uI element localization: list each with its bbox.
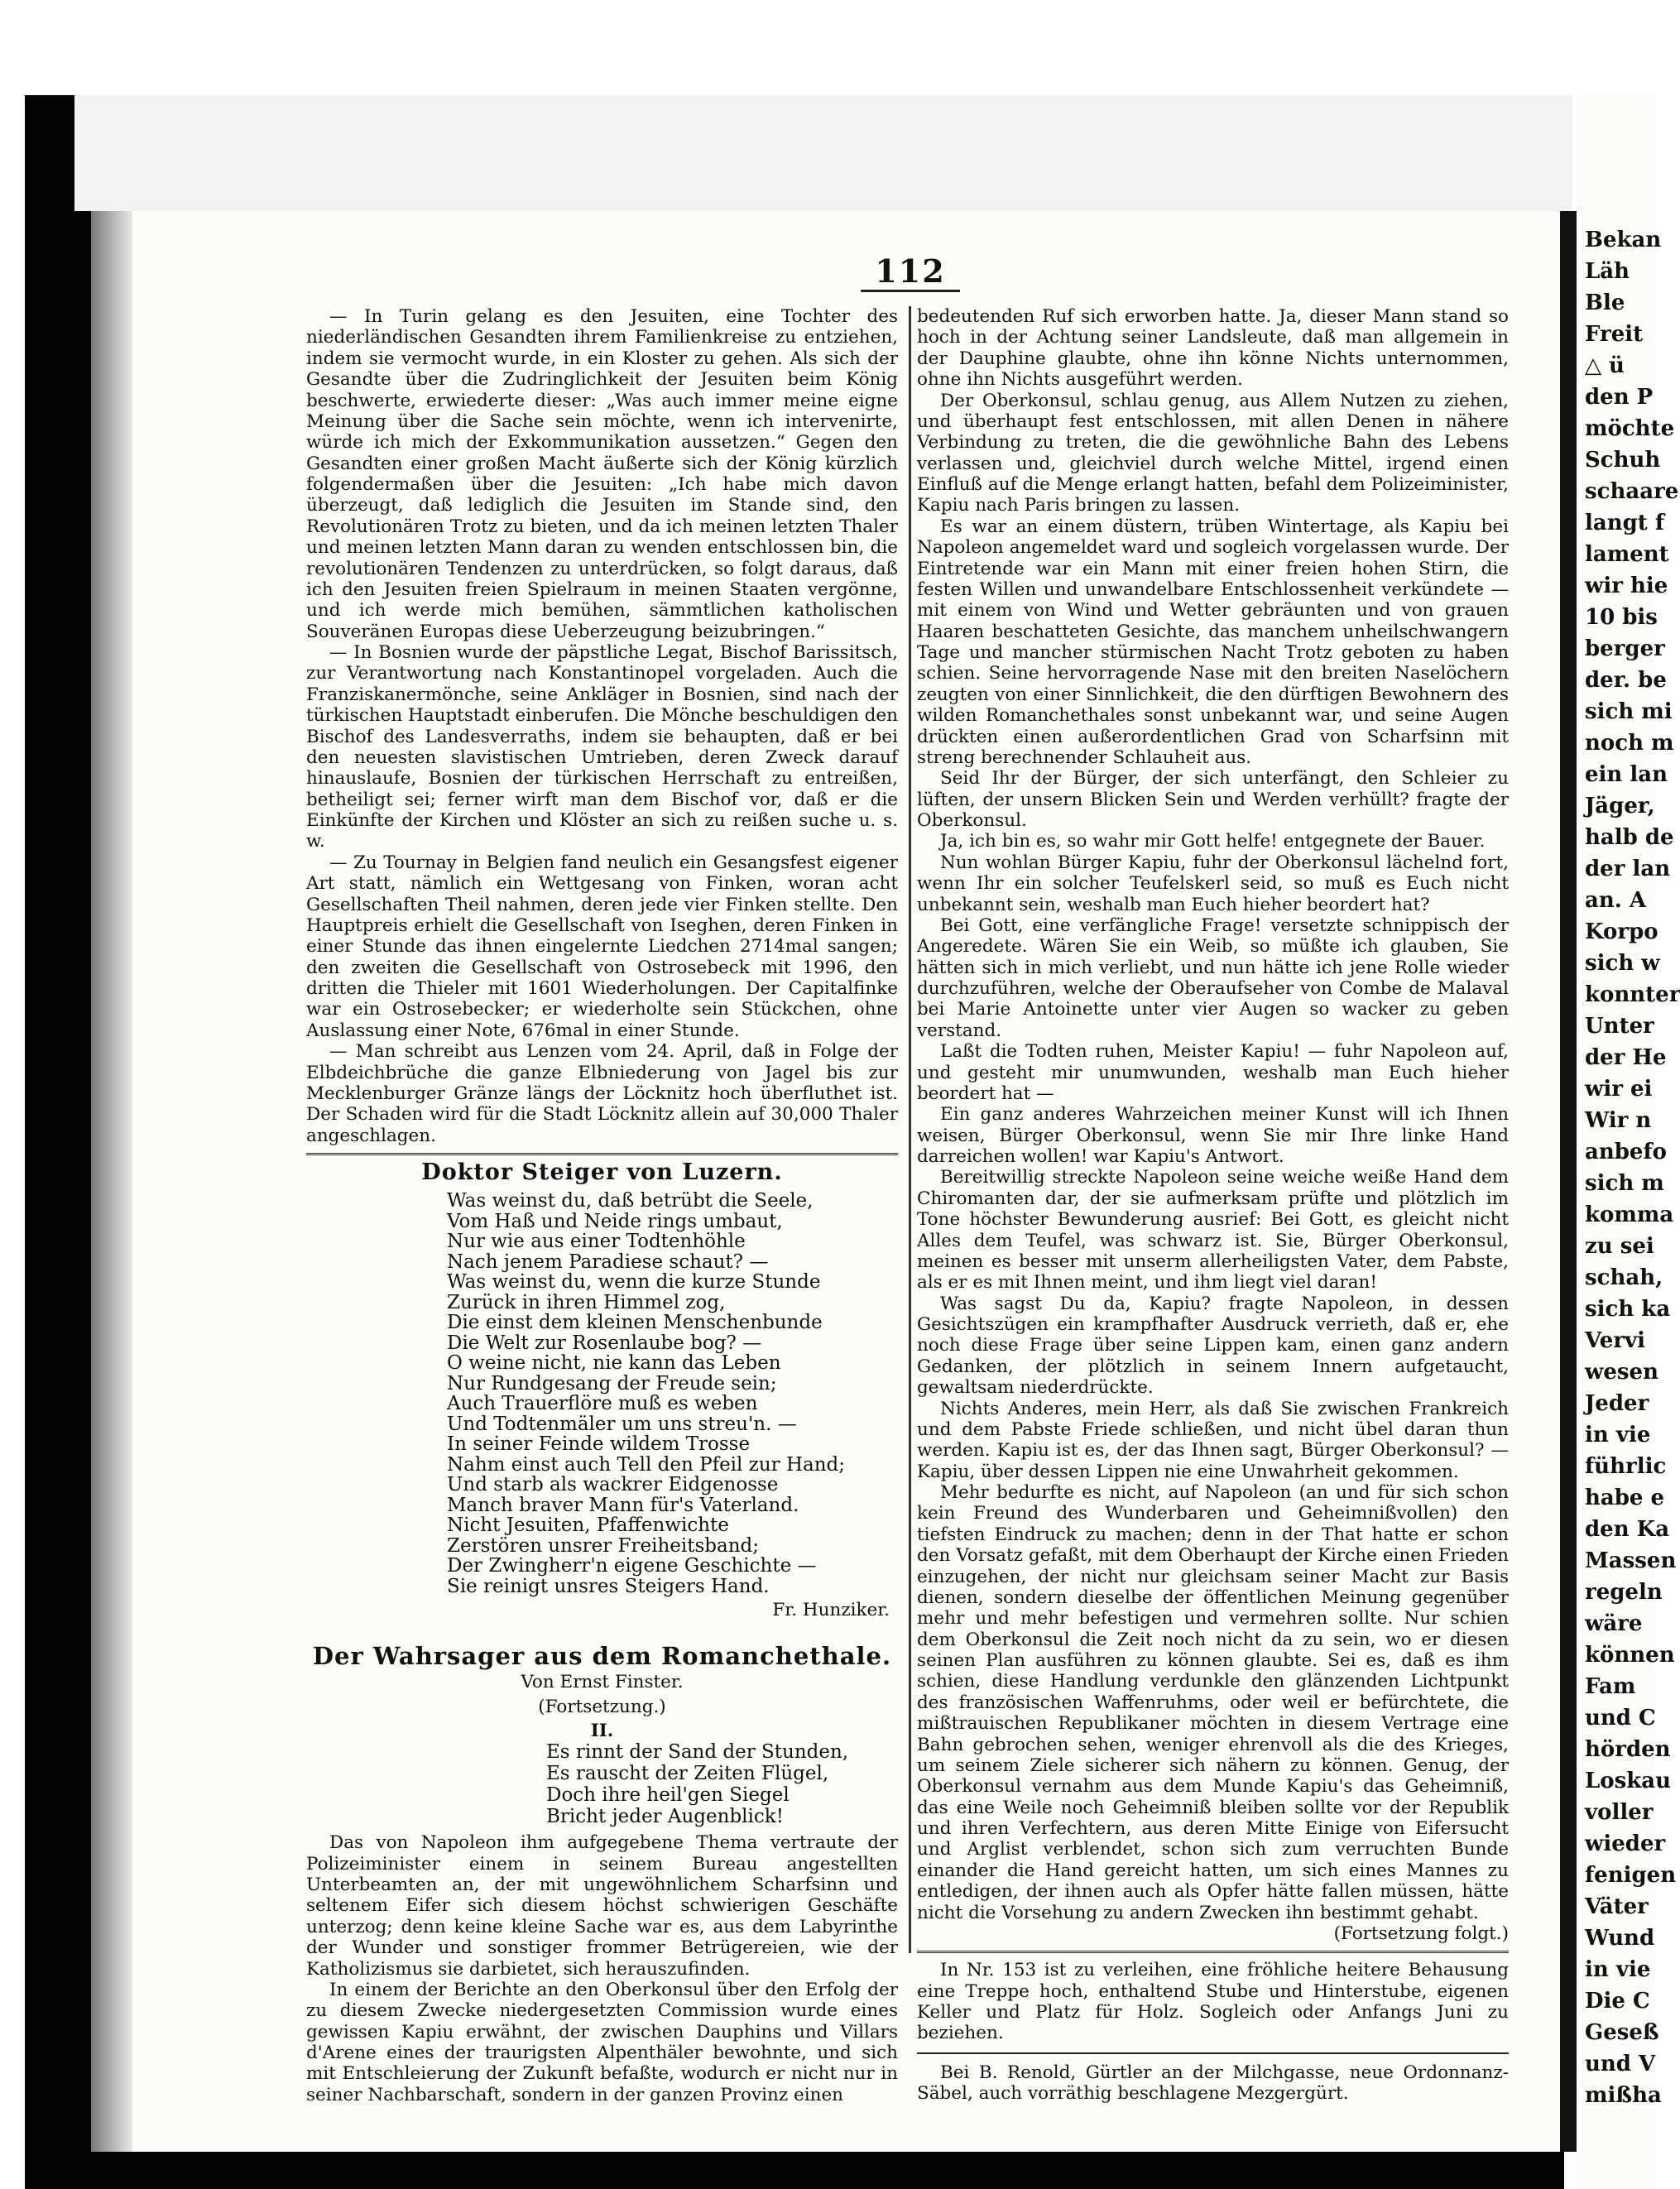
adjacent-page-fragment: lament: [1585, 542, 1669, 567]
adjacent-page-fragment: Wund: [1585, 1926, 1655, 1951]
poem-line: Manch braver Mann für's Vaterland.: [447, 1494, 799, 1516]
news-item: — In Turin gelang es den Jesuiten, eine Tochter des niederländischen Gesandten ihrem Familienkreise zu entziehen, indem sie vermocht wurde, in ein Kloster zu gehen. Als sich der Gesandte über die Zudringlichkeit der Jesuiten beim König beschwerte, erwiederte dieser: „Was auch immer meine eigne Meinung über die Sache sein möchte, wenn ich intervenirte, würde ich mich der Exkommunikation aussetzen.“ Gegen den Gesandten einer großen Macht äußerte sich der König kürzlich folgendermaßen über die Jesuiten: „Ich habe mich davon überzeugt, daß lediglich die Jesuiten im Stande sind, den Revolutionären Trotz zu bieten, und da ich meinen letzten Thaler und meinen letzten Mann daran zu wenden entschlossen bin, die revolutionären Tendenzen zu unterdrücken, so folgt daraus, daß ich den Jesuiten freien Spielraum in meinen Staaten vergönne, und ich werde mich bemühen, sämmtlichen katholischen Souveränen Europas diese Ueberzeugung beizubringen.“: [306, 306, 898, 642]
adjacent-page-fragment: Ble: [1585, 290, 1625, 315]
poem-line: Zurück in ihren Himmel zog,: [447, 1291, 726, 1313]
story-paragraph: Was sagst Du da, Kapiu? fragte Napoleon, in dessen Gesichtszügen ein krampfhafter Ausdruck verrieth, daß er, ehe noch diese Frage über seine Lippen kam, einen ganz andern Gedanken, der plötzlich in seinem Innern aufgetaucht, gewaltsam niederdrückte.: [917, 1293, 1509, 1399]
poem-line: Auch Trauerflöre muß es weben: [447, 1393, 758, 1415]
adjacent-page-fragment: Massen: [1585, 1548, 1677, 1573]
story-continued-note: (Fortsetzung folgt.): [1333, 1923, 1509, 1944]
adjacent-page-fragment: noch m: [1585, 731, 1674, 756]
adjacent-page-fragment: und V: [1585, 2052, 1656, 2076]
adjacent-page-fragment: Fam: [1585, 1674, 1636, 1699]
adjacent-page-fragment: den Ka: [1585, 1517, 1670, 1542]
poem-line: Sie reinigt unsres Steigers Hand.: [447, 1575, 770, 1597]
adjacent-page-fragment: sich mi: [1585, 699, 1673, 724]
adjacent-page-fragment: ein lan: [1585, 762, 1668, 787]
story-title: Der Wahrsager aus dem Romanchethale.: [312, 1641, 892, 1670]
adjacent-page-fragment: in vie: [1585, 1957, 1651, 1982]
story-paragraph: Ja, ich bin es, so wahr mir Gott helfe! entgegnete der Bauer.: [940, 831, 1486, 852]
story-paragraph: Nichts Anderes, mein Herr, als daß Sie zwischen Frankreich und dem Pabste Friede schließen, und nicht übel daran thun werden. Kapiu ist es, der das Ihnen sagt, Bürger Oberkonsul? — Kapiu, über dessen Lippen nie eine Unwahrheit gekommen.: [917, 1398, 1509, 1482]
left-column: [306, 306, 898, 2105]
poem-line: Und Todtenmäler um uns streu'n. —: [447, 1413, 797, 1435]
section-rule: [917, 1951, 1509, 1953]
poem-line: Nach jenem Paradiese schaut? —: [447, 1251, 769, 1273]
adjacent-page-fragment: regeln: [1585, 1580, 1663, 1605]
adjacent-page-fragment: Loskau: [1585, 1769, 1672, 1793]
adjacent-page-fragment: halb de: [1585, 825, 1674, 850]
advertisement: In Nr. 153 ist zu verleihen, eine fröhliche heitere Behausung eine Treppe hoch, enthaltend Stube und Hinterstube, eigenen Keller und Platz für Holz. Sogleich oder Anfangs Juni zu beziehen.: [917, 1960, 1509, 2044]
story-paragraph: Das von Napoleon ihm aufgegebene Thema vertraute der Polizeiminister einem in seinem Bureau angestellten Unterbeamten an, der mit ungewöhnlichem Scharfsinn und seltenem Eifer sich diesem höchst schwierigen Geschäfte unterzog; denn keine kleine Sache war es, aus dem Labyrinthe der Wunder und sonstiger frommer Betrügereien, wie der Katholizismus sie darbietet, sich herauszufinden.: [306, 1832, 898, 1980]
adjacent-page-fragment: hörden: [1585, 1737, 1671, 1762]
adjacent-page-fragment: der. be: [1585, 668, 1667, 693]
adjacent-page-fragment: schaare: [1585, 479, 1679, 504]
adjacent-page-fragment: Läh: [1585, 259, 1630, 284]
poem-line: Vom Haß und Neide rings umbaut,: [447, 1210, 783, 1232]
story-motto: [546, 1741, 898, 1827]
adjacent-page-fragment: Jäger,: [1585, 794, 1655, 818]
poem-line: Nur Rundgesang der Freude sein;: [447, 1372, 777, 1395]
adjacent-page-fragment: voller: [1585, 1800, 1654, 1825]
adjacent-page-fragment: der lan: [1585, 857, 1671, 881]
adjacent-page-fragment: fenigen: [1585, 1863, 1677, 1888]
adjacent-page-fragment: wäre: [1585, 1611, 1643, 1636]
story-paragraph: bedeutenden Ruf sich erworben hatte. Ja, dieser Mann stand so hoch in der Achtung seiner Landsleute, daß man allgemein in der Dauphine glaubte, ohne ihn könne Nichts unternommen, ohne ihn Nichts ausgeführt werden.: [917, 306, 1509, 391]
story-paragraph: Es war an einem düstern, trüben Wintertage, als Kapiu bei Napoleon angemeldet ward und sogleich vorgelassen wurde. Der Eintretende war ein Mann mit einer freien hohen Stirn, die festen Willen und unwandelbare Entschlossenheit verkündete — mit einem von Wind und Wetter gebräunten und von grauen Haaren beschatteten Gesichte, das manchem unheilschwangern Tage und mancher stürmischen Nacht Trotz geboten zu haben schien. Seine hervorragende Nase mit den breiten Naselöchern zeugten von einer Sinnlichkeit, die den dürftigen Bewohnern des wilden Romanchethales sonst unbekannt war, und seine Augen drückten einen außerordentlichen Grad von Scharfsinn mit streng berechnender Schlauheit aus.: [917, 516, 1509, 768]
adjacent-page-fragment: können: [1585, 1643, 1675, 1668]
adjacent-page-fragment: der He: [1585, 1045, 1667, 1070]
chapter-numeral: II.: [590, 1720, 614, 1741]
motto-line: Es rauscht der Zeiten Flügel,: [546, 1763, 829, 1785]
poem-line: In seiner Feinde wildem Trosse: [447, 1433, 751, 1456]
poem-line: Und starb als wackrer Eidgenosse: [447, 1474, 779, 1496]
poem-line: Die einst dem kleinen Menschenbunde: [447, 1312, 823, 1334]
adjacent-page-fragment: Väter: [1585, 1894, 1649, 1919]
story-author: Von Ernst Finster.: [521, 1672, 684, 1693]
adjacent-page-fragment: Freit: [1585, 322, 1644, 347]
adjacent-page-fragment: und C: [1585, 1706, 1656, 1731]
adjacent-page-fragment: sich m: [1585, 1171, 1664, 1196]
adjacent-page-fragment: berger: [1585, 636, 1665, 661]
poem-line: Nicht Jesuiten, Pfaffenwichte: [447, 1515, 729, 1537]
story-paragraph: Der Oberkonsul, schlau genug, aus Allem Nutzen zu ziehen, und überhaupt fest entschlossen, mit allen Denen in nähere Verbindung zu treten, die die gewöhnliche Bahn des Lebens verlassen und, gleichviel durch welche Mittel, irgend einen Einfluß auf die Menge erlangt hatten, befahl dem Polizeiminister, Kapiu nach Paris bringen zu lassen.: [917, 390, 1509, 516]
news-item: — In Bosnien wurde der päpstliche Legat, Bischof Barissitsch, zur Verantwortung nach Konstantinopel vorgeladen. Auch die Franziskanermönche, seine Ankläger in Bosnien, sind nach der türkischen Hauptstadt einberufen. Die Mönche beschuldigen den Bischof des Landesverraths, indem sie behaupten, daß er bei den neuesten slavistischen Umtrieben, deren Zweck darauf hinauslaufe, Bosnien der türkischen Herrschaft zu entreißen, betheiligt sei; ferner wirft man dem Bischof vor, daß er die Einkünfte der Kirchen und Klöster an sich zu reißen suche u. s. w.: [306, 642, 898, 852]
adjacent-page-fragment: wesen: [1585, 1360, 1659, 1385]
adjacent-page-fragment: 10 bis: [1585, 605, 1658, 630]
poem-line: Die Welt zur Rosenlaube bog? —: [447, 1332, 762, 1354]
adjacent-page-fragment: schah,: [1585, 1265, 1663, 1290]
adjacent-page-fragment: mißha: [1585, 2083, 1662, 2108]
poem-line: Was weinst du, daß betrübt die Seele,: [447, 1190, 814, 1212]
adjacent-page-fragment: △ ü: [1585, 353, 1625, 378]
story-paragraph: Seid Ihr der Bürger, der sich unterfängt, den Schleier zu lüften, der unsern Blicken Sein und Werden verhüllt? fragte der Oberkonsul.: [917, 768, 1509, 831]
adjacent-page-fragment: komma: [1585, 1203, 1674, 1227]
page-number-rule: [861, 290, 960, 292]
story-continuation: (Fortsetzung.): [538, 1696, 666, 1717]
adjacent-page-fragment: Die C: [1585, 1989, 1650, 2014]
story-paragraph: Laßt die Todten ruhen, Meister Kapiu! — fuhr Napoleon auf, und gesteht mir unumwunden, weshalb man Euch hieher beordert hat —: [917, 1041, 1509, 1104]
adjacent-page-fragment: Korpo: [1585, 919, 1658, 944]
adjacent-page-fragment: konnter: [1585, 982, 1680, 1007]
poem-line: O weine nicht, nie kann das Leben: [447, 1352, 781, 1375]
poem-line: Zerstören unsrer Freiheitsband;: [447, 1534, 760, 1557]
adjacent-page-fragment: führlic: [1585, 1454, 1667, 1479]
adjacent-page-fragment: möchte: [1585, 416, 1675, 441]
adjacent-page-fragment: zu sei: [1585, 1234, 1654, 1259]
adjacent-page-fragment: habe e: [1585, 1486, 1665, 1510]
story-paragraph: Mehr bedurfte es nicht, auf Napoleon (an und für sich schon kein Freund des Wunderbaren und Geheimnißvollen) den tiefsten Eindruck zu machen; denn in der That hatte er schon den Vorsatz gefaßt, mit dem Oberhaupt der Kirche einen Frieden einzugehen, der nicht nur gleichsam seiner Macht zur Basis dienen, sondern dieselbe der öffentlichen Meinung gegenüber mehr und mehr befestigen und vermehren sollte. Nur schien dem Oberkonsul die Zeit noch nicht da zu sein, wo er diesen seinen Plan ausführen zu können glaubte. Sei es, daß es ihm schien, diese Handlung verdunkle den glänzenden Lichtpunkt des französischen Waffenruhms, oder weil er befürchtete, die mißtrauischen Republikaner möchten in diesem Vertrage eine Bahn gebrochen sehen, weniger ehrenvoll als die des Krieges, um seinem Ziele sicherer sich nähern zu können. Genug, der Oberkonsul vernahm aus dem Munde Kapiu's das Geheimniß, das eine Weile noch Geheimniß bleiben sollte vor der Republik und ihren Verfechtern, aus deren Mitte Einige von Eifersucht und Arglist verblendet, schon sich zum verruchten Bunde einander die Hand gereicht hatten, um sich eines Mannes zu entledigen, der ihnen auch als Opfer hätte fallen müssen, hätte nicht die Vorsehung zu andern Zwecken ihn bestimmt gehabt.: [917, 1482, 1509, 1923]
poem: [447, 1191, 898, 1596]
adjacent-page-fragment: Geseß: [1585, 2020, 1659, 2045]
right-column: [917, 306, 1509, 2105]
adjacent-page-fragment: Unter: [1585, 1014, 1654, 1039]
adjacent-page-fragment: langt f: [1585, 511, 1665, 535]
adjacent-page-fragment: Vervi: [1585, 1328, 1646, 1353]
ad-rule: [917, 2052, 1509, 2054]
poem-line: Der Zwingherr'n eigene Geschichte —: [447, 1555, 817, 1577]
adjacent-page-fragment: wir ei: [1585, 1077, 1653, 1102]
adjacent-page-fragment: in vie: [1585, 1423, 1651, 1447]
motto-line: Es rinnt der Sand der Stunden,: [546, 1741, 849, 1764]
adjacent-page-fragment: wieder: [1585, 1831, 1666, 1856]
adjacent-page: [1577, 95, 1680, 2189]
poem-signature: Fr. Hunziker.: [772, 1600, 890, 1621]
scan-top-margin: [74, 95, 1572, 211]
adjacent-page-fragment: den P: [1585, 385, 1654, 410]
story-paragraph: Bei Gott, eine verfängliche Frage! versetzte schnippisch der Angeredete. Wären Sie ein Weib, so müßte ich glauben, Sie hätten sich in mich verliebt, und nun hätte ich jene Rolle wieder durchzuführen, welche der Oberaufseher von Combe de Malaval bei Marie Antoinette unter vier Augen so wacker zu geben verstand.: [917, 914, 1509, 1041]
adjacent-page-fragment: Jeder: [1585, 1391, 1649, 1416]
advertisement: Bei B. Renold, Gürtler an der Milchgasse, neue Ordonnanz-Säbel, auch vorräthig beschlagene Mezgergürt.: [917, 2062, 1509, 2105]
adjacent-page-fragment: wir hie: [1585, 574, 1668, 598]
column-divider: [909, 306, 911, 1953]
story-paragraph: Ein ganz anderes Wahrzeichen meiner Kunst will ich Ihnen weisen, Bürger Oberkonsul, wenn Sie mir Ihre linke Hand darreichen wollen! war Kapiu's Antwort.: [917, 1104, 1509, 1167]
poem-line: Nahm einst auch Tell den Pfeil zur Hand;: [447, 1453, 846, 1476]
adjacent-page-fragment: sich w: [1585, 951, 1660, 976]
adjacent-page-fragment: anbefo: [1585, 1140, 1667, 1164]
news-item: — Zu Tournay in Belgien fand neulich ein Gesangsfest eigener Art statt, nämlich ein Wettgesang von Finken, woran acht Gesellschaften Theil nahmen, deren jede vier Finken stellte. Den Hauptpreis erhielt die Gesellschaft von Iseghen, deren Finken in einer Stunde das ihnen eingelernte Liedchen 2714mal sangen; den zweiten die Gesellschaft von Ostrosebeck mit 1996, den dritten die Thieler mit 1601 Wiederholungen. Der Capitalfinke war ein Ostrosebecker; er wiederholte sein Stückchen, ohne Auslassung einer Note, 676mal in einer Stunde.: [306, 852, 898, 1041]
adjacent-page-fragment: Bekan: [1585, 228, 1662, 252]
section-rule: [306, 1153, 898, 1155]
poem-line: Nur wie aus einer Todtenhöhle: [447, 1231, 746, 1253]
page-edge: [1560, 211, 1577, 2152]
poem-title: Doktor Steiger von Luzern.: [421, 1159, 783, 1185]
adjacent-page-fragment: Wir n: [1585, 1108, 1652, 1133]
story-paragraph: In einem der Berichte an den Oberkonsul über den Erfolg der zu diesem Zwecke niedergesetzten Commission wurde eines gewissen Kapiu erwähnt, der zwischen Dauphins und Villars d'Arene eines der traurigsten Alpenthäler bewohnte, und sich mit Entschleierung der Zukunft befaßte, wodurch er nicht nur in seiner Nachbarschaft, sondern in der ganzen Provinz einen: [306, 1979, 898, 2105]
news-item: — Man schreibt aus Lenzen vom 24. April, daß in Folge der Elbdeichbrüche die ganze Elbniederung von Jagel bis zur Mecklenburger Gränze längs der Löcknitz hoch überfluthet ist. Der Schaden wird für die Stadt Löcknitz allein auf 30,000 Thaler angeschlagen.: [306, 1041, 898, 1146]
adjacent-page-fragment: Schuh: [1585, 448, 1661, 473]
poem-line: Was weinst du, wenn die kurze Stunde: [447, 1271, 821, 1294]
motto-line: Doch ihre heil'gen Siegel: [546, 1784, 790, 1807]
binding-shadow: [91, 211, 132, 2152]
story-paragraph: Bereitwillig streckte Napoleon seine weiche weiße Hand dem Chiromanten dar, der sie aufmerksam prüfte und plötzlich im Tone höchster Bewunderung ausrief: Bei Gott, es gleicht nicht Alles dem Teufel, was schwarz ist. Sie, Bürger Oberkonsul, meinen es besser mit unserm allerheiligsten Vater, dem Pabste, als er es mit Ihnen meint, und ihm liegt viel daran!: [917, 1167, 1509, 1294]
adjacent-page-fragment: sich ka: [1585, 1297, 1671, 1322]
adjacent-page-fragment: an. A: [1585, 888, 1647, 913]
story-paragraph: Nun wohlan Bürger Kapiu, fuhr der Oberkonsul lächelnd fort, wenn Ihr ein solcher Teufelskerl seid, so muß es Euch nicht unbekannt sein, weshalb man Euch hieher beordert hat?: [917, 852, 1509, 915]
motto-line: Bricht jeder Augenblick!: [546, 1806, 784, 1828]
page-number: 112: [875, 252, 946, 290]
